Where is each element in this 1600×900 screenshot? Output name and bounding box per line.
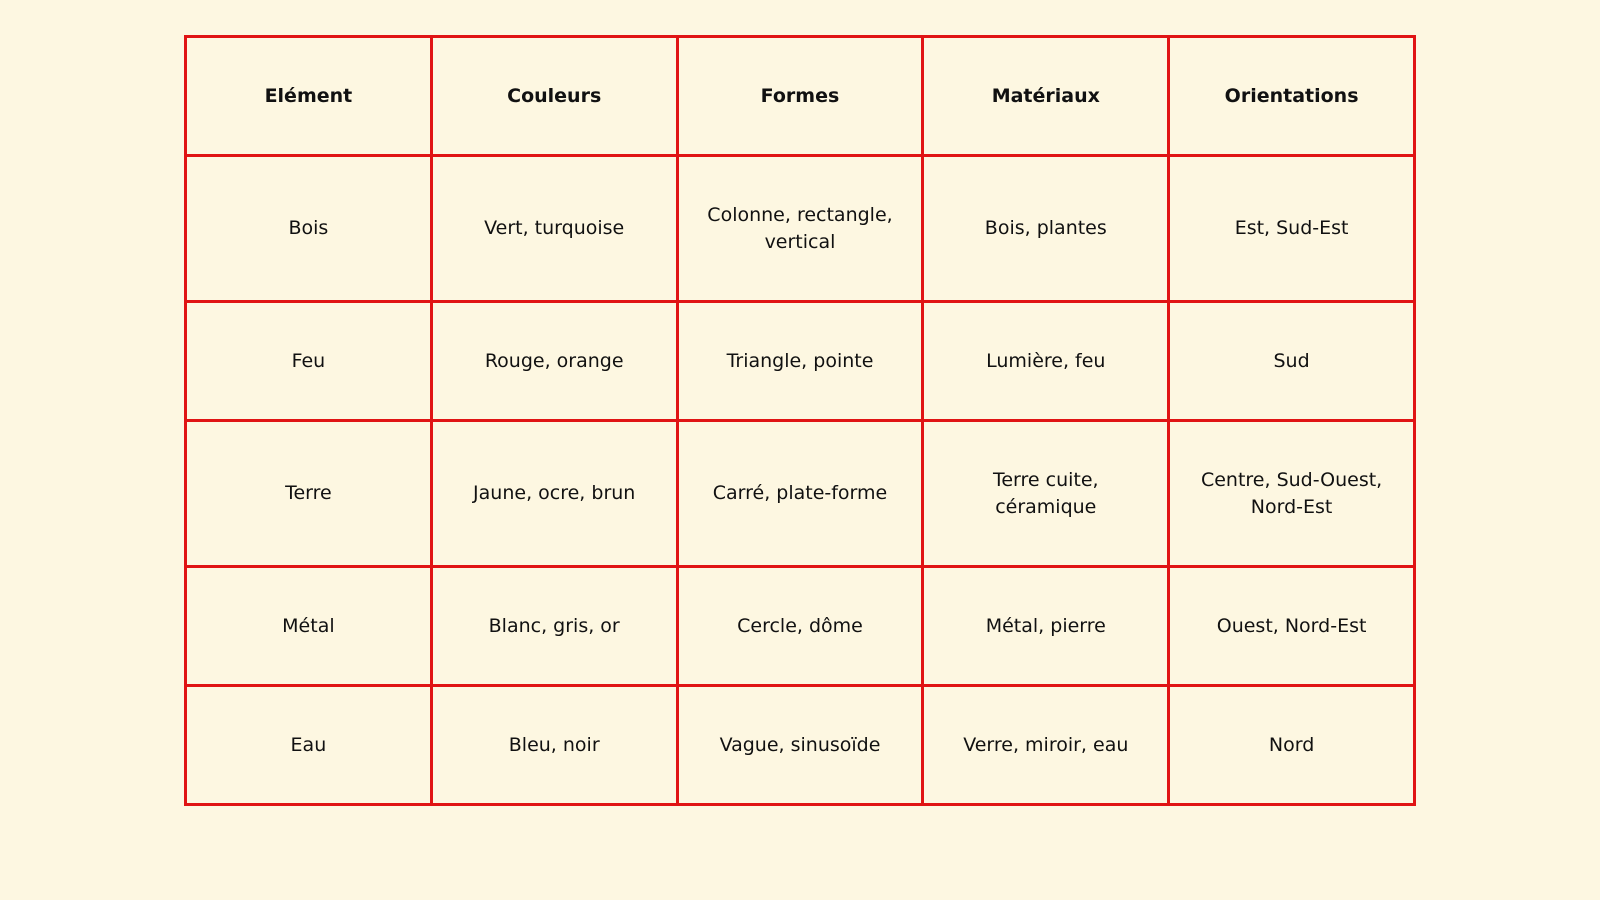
table-row (186, 567, 1415, 686)
table-cell: Bois, plantes (923, 156, 1169, 302)
table-row (186, 686, 1415, 805)
table-cell: Carré, plate-forme (677, 421, 923, 567)
table-cell: Est, Sud-Est (1169, 156, 1415, 302)
table-cell: Eau (186, 686, 432, 805)
column-header-couleurs: Couleurs (431, 37, 677, 156)
table-cell: Vert, turquoise (431, 156, 677, 302)
table-cell: Terre cuite, céramique (923, 421, 1169, 567)
table-cell: Terre (186, 421, 432, 567)
table-cell: Triangle, pointe (677, 302, 923, 421)
table-cell: Feu (186, 302, 432, 421)
column-header-materiaux: Matériaux (923, 37, 1169, 156)
table-cell: Métal (186, 567, 432, 686)
table-cell: Rouge, orange (431, 302, 677, 421)
elements-table (184, 35, 1416, 806)
table-row (186, 302, 1415, 421)
table-header-row (186, 37, 1415, 156)
table-cell: Bleu, noir (431, 686, 677, 805)
table-cell: Colonne, rectangle, vertical (677, 156, 923, 302)
table-cell: Sud (1169, 302, 1415, 421)
table-cell: Vague, sinusoïde (677, 686, 923, 805)
table-cell: Jaune, ocre, brun (431, 421, 677, 567)
table-cell: Métal, pierre (923, 567, 1169, 686)
table-cell: Nord (1169, 686, 1415, 805)
table-cell: Ouest, Nord-Est (1169, 567, 1415, 686)
column-header-orientations: Orientations (1169, 37, 1415, 156)
table-cell: Lumière, feu (923, 302, 1169, 421)
table-cell: Centre, Sud-Ouest, Nord-Est (1169, 421, 1415, 567)
table-row (186, 156, 1415, 302)
table-cell: Cercle, dôme (677, 567, 923, 686)
column-header-element: Elément (186, 37, 432, 156)
column-header-formes: Formes (677, 37, 923, 156)
table-cell: Blanc, gris, or (431, 567, 677, 686)
table-row (186, 421, 1415, 567)
table-cell: Bois (186, 156, 432, 302)
table-cell: Verre, miroir, eau (923, 686, 1169, 805)
elements-table-container (184, 35, 1416, 806)
